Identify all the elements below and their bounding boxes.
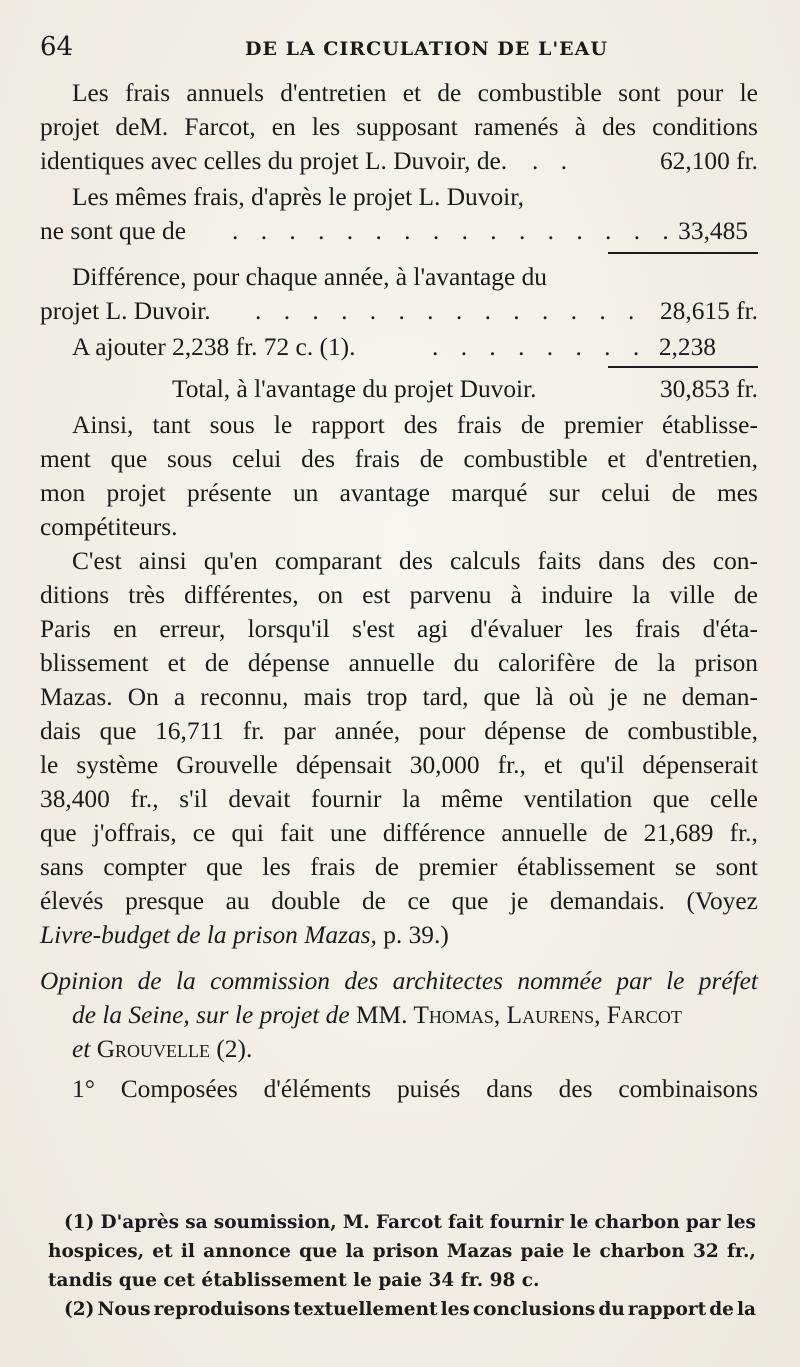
word: marqué: [451, 479, 528, 507]
word: même: [440, 785, 504, 813]
word: que: [110, 445, 148, 473]
word: ce: [192, 819, 216, 847]
word: de: [361, 887, 386, 915]
word: charbon: [594, 1212, 680, 1233]
text-line: [40, 544, 758, 578]
word: des: [558, 1075, 593, 1103]
word: de: [584, 717, 609, 745]
footnote-line: [48, 1208, 756, 1237]
word: de: [419, 445, 444, 473]
leader-dots: . . . . . . . . . . . . . .: [255, 297, 643, 325]
word: année,: [334, 717, 401, 745]
word: la: [402, 785, 421, 813]
text-line: [40, 714, 758, 748]
word: calorifère: [498, 649, 596, 677]
word: ventilation: [523, 785, 633, 813]
word: frais: [635, 615, 681, 643]
ledger-amount: 30,853 fr.: [659, 375, 758, 403]
word: le: [40, 751, 59, 779]
word: annuels: [186, 79, 264, 107]
word: d'évaluer: [470, 615, 563, 643]
word: Les: [72, 79, 109, 107]
citation: p. 39.): [376, 921, 449, 949]
book-title: Livre-budget de la prison Mazas,: [40, 921, 377, 949]
word: ainsi: [138, 547, 187, 575]
word: ramenés: [473, 113, 559, 141]
footnote-line: tandis que cet établissement le paie 34 fr. 98 c.: [48, 1270, 540, 1291]
word: frais: [354, 445, 400, 473]
text-line: [40, 442, 758, 476]
word: paie: [520, 1241, 565, 1262]
word: prison: [694, 649, 758, 677]
word: le: [572, 1241, 592, 1262]
word: sont: [618, 79, 661, 107]
word: en: [113, 615, 138, 643]
word: du: [453, 649, 480, 677]
word: (1): [64, 1212, 95, 1233]
word: sont: [715, 853, 758, 881]
word: celui: [232, 445, 282, 473]
ledger-label: identiques avec celles du projet L. Duvoir, de.: [40, 147, 508, 175]
word: du: [598, 1299, 625, 1320]
word: à: [510, 581, 522, 609]
word: 30,000: [409, 751, 480, 779]
word: qu'il: [580, 751, 625, 779]
word: fait: [280, 819, 314, 847]
word: ce: [407, 887, 431, 915]
word: charbon: [599, 1241, 685, 1262]
word: les: [262, 853, 291, 881]
word: au: [225, 887, 250, 915]
word: combustible: [463, 445, 588, 473]
word: dépense: [247, 649, 330, 677]
sum-rule: [608, 252, 758, 254]
word: de: [614, 649, 639, 677]
word: établissement: [517, 853, 656, 881]
word: trop: [366, 683, 408, 711]
word: a: [173, 683, 186, 711]
word: projet: [40, 113, 100, 141]
word: pour: [676, 79, 724, 107]
word: s'il: [179, 785, 208, 813]
word: sa: [185, 1212, 208, 1233]
word: celle: [710, 785, 758, 813]
word: Grouvelle: [176, 751, 278, 779]
word: des: [399, 547, 433, 575]
word: la: [736, 1299, 756, 1320]
word: on: [317, 581, 344, 609]
ledger-label: Total, à l'avantage du projet Duvoir.: [172, 375, 537, 403]
word: calculs: [449, 547, 521, 575]
word: comparant: [274, 547, 382, 575]
word: 32: [692, 1241, 719, 1262]
word: et: [167, 649, 186, 677]
word: par: [616, 967, 652, 995]
word: dépensait: [295, 751, 392, 779]
word: D'après: [100, 1212, 180, 1233]
word: Mazas.: [40, 683, 113, 711]
page-number: 64: [40, 32, 74, 62]
word: fr.: [242, 717, 265, 745]
leader-dots: . .: [532, 147, 576, 175]
word: en: [271, 113, 296, 141]
word: que: [206, 853, 243, 881]
word: par: [283, 717, 316, 745]
word: et: [607, 445, 626, 473]
word: de: [137, 967, 162, 995]
word: prison: [372, 1241, 439, 1262]
word: et: [543, 751, 563, 779]
word: annuelle: [501, 819, 588, 847]
word: projet: [106, 479, 166, 507]
word: que: [40, 819, 77, 847]
word: reconnu,: [200, 683, 289, 711]
word: où: [568, 683, 595, 711]
text-line: [40, 918, 758, 952]
word: de: [733, 581, 758, 609]
word: qui: [231, 819, 264, 847]
text-line: compétiteurs.: [40, 513, 178, 541]
word: je: [509, 887, 529, 915]
word: frais: [456, 411, 502, 439]
word: préfet: [698, 967, 758, 995]
word: fr.,: [729, 819, 758, 847]
word: mes: [717, 479, 758, 507]
word: fr.,: [726, 1241, 756, 1262]
word: fournir: [489, 1212, 564, 1233]
word: avantage: [339, 479, 430, 507]
word: de: [437, 79, 462, 107]
word: lorsqu'il: [247, 615, 330, 643]
word: devait: [228, 785, 291, 813]
word: fait: [448, 1212, 484, 1233]
word: combustible: [477, 79, 602, 107]
word: je: [609, 683, 628, 711]
text-line: [40, 110, 758, 144]
word: 21,689: [643, 819, 714, 847]
text-line: [40, 1072, 758, 1106]
word: Farcot,: [184, 113, 256, 141]
ledger-row: [40, 214, 758, 250]
word: soumission,: [213, 1212, 337, 1233]
heading-names: MM. Thomas, Laurens, Farcot: [355, 1001, 682, 1029]
word: et: [402, 79, 422, 107]
word: compter: [103, 853, 187, 881]
word: deman-: [681, 683, 758, 711]
word: ne: [642, 683, 667, 711]
word: con-: [712, 547, 758, 575]
word: là: [535, 683, 554, 711]
word: le: [273, 411, 293, 439]
word: dais: [40, 717, 81, 745]
section-heading-line: [40, 964, 758, 998]
word: des: [403, 411, 438, 439]
word: 16,711: [155, 717, 224, 745]
word: de: [671, 479, 696, 507]
word: Opinion: [40, 967, 124, 995]
word: des: [344, 967, 379, 995]
word: la: [632, 581, 651, 609]
word: différentes,: [184, 581, 299, 609]
word: rapport: [627, 1299, 707, 1320]
running-title: DE LA CIRCULATION DE L'EAU: [245, 38, 608, 60]
text-line: [40, 680, 758, 714]
word: et: [152, 1241, 173, 1262]
ledger-label: ne sont que de: [40, 217, 186, 245]
word: frais: [310, 853, 356, 881]
word: qu'en: [203, 547, 258, 575]
word: ment: [40, 445, 91, 473]
word: blissement: [40, 649, 149, 677]
footnote-line: [48, 1237, 756, 1266]
leader-dots: . . . . . . . . . . . . . . . .: [232, 217, 677, 245]
word: frais: [124, 79, 171, 107]
word: système: [76, 751, 159, 779]
word: présente: [187, 479, 272, 507]
word: Mazas: [446, 1241, 513, 1262]
word: de: [709, 1299, 734, 1320]
word: conditions: [652, 113, 758, 141]
word: ville: [669, 581, 715, 609]
text-line: [40, 578, 758, 612]
word: des: [602, 113, 636, 141]
text-line: [40, 748, 758, 782]
word: que: [299, 1241, 338, 1262]
ledger-amount: 33,485: [678, 217, 748, 245]
text-line: [40, 646, 758, 680]
word: fournir: [310, 785, 382, 813]
text-line: Les mêmes frais, d'après le projet L. Duvoir,: [72, 183, 524, 211]
word: dépenserait: [642, 751, 758, 779]
word: dans: [598, 547, 645, 575]
word: que: [652, 785, 690, 813]
word: j'offrais,: [92, 819, 177, 847]
word: hospices,: [48, 1241, 145, 1262]
ledger-amount: 2,238: [658, 333, 716, 361]
text-line: [40, 76, 758, 110]
word: que: [451, 887, 489, 915]
word: demandais.: [549, 887, 665, 915]
word: agi: [417, 615, 449, 643]
word: des: [661, 547, 696, 575]
text-line: [40, 476, 758, 510]
word: une: [330, 819, 367, 847]
word: presque: [125, 887, 205, 915]
text-line: [40, 782, 758, 816]
word: sur: [548, 479, 580, 507]
word: par: [685, 1212, 721, 1233]
word: conclusions: [472, 1299, 596, 1320]
word: annonce: [203, 1241, 291, 1262]
heading-italic: de la Seine, sur le projet de: [72, 1001, 350, 1029]
word: les: [311, 113, 341, 141]
word: annuelle: [348, 649, 435, 677]
word: d'entretien,: [645, 445, 758, 473]
word: tant: [152, 411, 191, 439]
word: se: [674, 853, 696, 881]
word: d'éléments: [263, 1075, 372, 1103]
word: mon: [40, 479, 86, 507]
word: d'éta-: [702, 615, 758, 643]
word: le: [569, 1212, 589, 1233]
word: que: [483, 683, 521, 711]
word: le: [666, 967, 685, 995]
word: induire: [541, 581, 613, 609]
word: mais: [303, 683, 352, 711]
word: les: [584, 615, 613, 643]
word: les: [440, 1299, 470, 1320]
ledger-row: [40, 330, 758, 366]
text-line: [40, 612, 758, 646]
word: fr.,: [130, 785, 159, 813]
word: un: [292, 479, 319, 507]
ledger-amount: 28,615 fr.: [659, 297, 758, 325]
word: Farcot: [375, 1212, 442, 1233]
word: premier: [418, 853, 498, 881]
word: pour: [418, 717, 466, 745]
word: sans: [40, 853, 84, 881]
word: le: [739, 79, 758, 107]
word: de: [520, 411, 545, 439]
word: dépense: [484, 717, 566, 745]
word: C'est: [72, 547, 122, 575]
word: s'est: [352, 615, 395, 643]
word: de: [374, 853, 399, 881]
heading-names: Grouvelle (2).: [96, 1035, 253, 1063]
section-heading-line: [40, 1032, 758, 1066]
ledger-row: [40, 294, 758, 330]
heading-italic: et: [72, 1035, 91, 1063]
word: de: [204, 649, 229, 677]
ledger-label: A ajouter 2,238 fr. 72 c. (1).: [72, 333, 356, 361]
word: premier: [563, 411, 643, 439]
word: rapport: [311, 411, 385, 439]
word: erreur,: [159, 615, 226, 643]
word: 38,400: [40, 785, 110, 813]
word: reproduisons: [153, 1299, 291, 1320]
page-body: [40, 76, 758, 1106]
page-header: [40, 30, 760, 66]
ledger-amount: 62,100 fr.: [659, 147, 758, 175]
leader-dots: . . . . . . . .: [432, 333, 648, 361]
text-line: [40, 816, 758, 850]
word: élevés: [40, 887, 104, 915]
word: à: [574, 113, 586, 141]
ledger-row: [40, 144, 758, 180]
text-line: Différence, pour chaque année, à l'avantage du: [72, 263, 547, 291]
section-heading-line: [40, 998, 758, 1032]
word: Composées: [120, 1075, 238, 1103]
text-line: [40, 850, 758, 884]
footnote-line: [48, 1295, 756, 1324]
word: (2): [64, 1299, 95, 1320]
word: d'entretien: [280, 79, 387, 107]
word: supposant: [356, 113, 458, 141]
word: la: [657, 649, 676, 677]
word: est: [362, 581, 391, 609]
word: combustible,: [627, 717, 758, 745]
word: les: [726, 1212, 756, 1233]
word: ditions: [40, 581, 110, 609]
word: sous: [209, 411, 255, 439]
word: que: [99, 717, 137, 745]
ledger-label: projet L. Duvoir.: [40, 297, 211, 325]
word: (Voyez: [686, 887, 758, 915]
footnotes: [48, 1208, 756, 1324]
word: Ainsi,: [72, 411, 134, 439]
word: nommée: [517, 967, 603, 995]
word: tard,: [422, 683, 469, 711]
word: de: [603, 819, 628, 847]
word: M.: [342, 1212, 370, 1233]
word: établisse-: [662, 411, 758, 439]
word: parvenu: [409, 581, 492, 609]
word: architectes: [392, 967, 504, 995]
word: textuellement: [293, 1299, 438, 1320]
word: On: [127, 683, 159, 711]
word: fr.,: [497, 751, 526, 779]
word: commission: [210, 967, 330, 995]
word: celui: [601, 479, 651, 507]
word: deM.: [115, 113, 169, 141]
word: la: [175, 967, 196, 995]
word: il: [180, 1241, 195, 1262]
word: très: [128, 581, 165, 609]
word: dans: [486, 1075, 533, 1103]
word: Paris: [40, 615, 91, 643]
word: la: [345, 1241, 365, 1262]
word: 1°: [72, 1075, 95, 1103]
ledger-row: [40, 372, 758, 408]
word: combinaisons: [618, 1075, 758, 1103]
text-line: [40, 884, 758, 918]
word: différence: [382, 819, 486, 847]
word: Nous: [97, 1299, 151, 1320]
word: puisés: [396, 1075, 461, 1103]
word: faits: [537, 547, 582, 575]
word: double: [271, 887, 341, 915]
word: des: [301, 445, 335, 473]
text-line: [40, 408, 758, 442]
sum-rule: [608, 366, 758, 368]
word: sous: [167, 445, 213, 473]
